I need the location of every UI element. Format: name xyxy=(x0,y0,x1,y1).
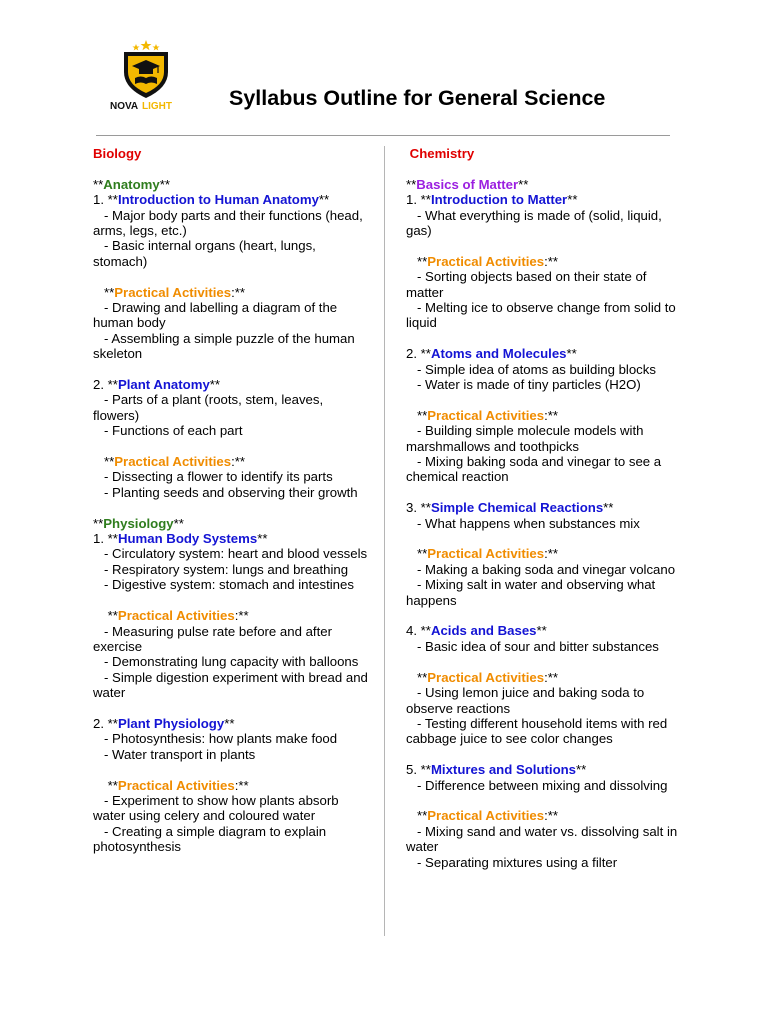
basics-of-matter-topic: **Basics of Matter** xyxy=(406,176,529,192)
activities-label: **Practical Activities:** xyxy=(406,669,558,685)
list-item: - What everything is made of (solid, liquid, gas) xyxy=(406,207,666,239)
activities-label: **Practical Activities:** xyxy=(93,454,245,470)
activities-label: **Practical Activities:** xyxy=(93,608,249,624)
list-item: - What happens when substances mix xyxy=(417,515,640,531)
subtopic-simple-chemical-reactions: 3. **Simple Chemical Reactions** xyxy=(406,500,614,516)
list-item: - Drawing and labelling a diagram of the human body xyxy=(93,300,341,331)
list-item: - Circulatory system: heart and blood vessels xyxy=(104,546,368,562)
physiology-topic: **Physiology** xyxy=(93,515,184,531)
list-item: - Mixing baking soda and vinegar to see a chemical reaction xyxy=(406,454,665,485)
list-item: - Simple digestion experiment with bread and water xyxy=(93,669,372,701)
list-item: - Major body parts and their functions (head, arms, legs, etc.) xyxy=(93,207,367,239)
list-item: - Respiratory system: lungs and breathing xyxy=(104,561,349,577)
activities-label: **Practical Activities:** xyxy=(93,284,245,300)
star-icon xyxy=(152,44,159,51)
subtopic-human-anatomy: 1. **Introduction to Human Anatomy** xyxy=(93,192,330,208)
list-item: - Parts of a plant (roots, stem, leaves, flowers) xyxy=(93,392,327,423)
novalight-logo xyxy=(108,40,184,112)
list-item: - Sorting objects based on their state of matter xyxy=(406,269,651,300)
list-item: - Measuring pulse rate before and after exercise xyxy=(93,623,336,654)
anatomy-topic: **Anatomy** xyxy=(93,176,170,192)
list-item: - Mixing sand and water vs. dissolving salt in water xyxy=(406,823,681,855)
column-divider xyxy=(384,146,385,936)
biology-column xyxy=(93,146,372,855)
list-item: - Separating mixtures using a filter xyxy=(417,854,618,870)
activities-label: **Practical Activities:** xyxy=(406,808,558,824)
activities-label: **Practical Activities:** xyxy=(93,777,249,793)
biology-heading: Biology xyxy=(93,146,142,161)
activities-label: **Practical Activities:** xyxy=(406,407,558,423)
logo-text-nova: NOVA xyxy=(110,101,139,112)
title-divider xyxy=(96,135,670,136)
page-title: Syllabus Outline for General Science xyxy=(229,86,606,110)
list-item: - Photosynthesis: how plants make food xyxy=(104,731,338,747)
list-item: - Assembling a simple puzzle of the human skeleton xyxy=(93,330,359,362)
list-item: - Making a baking soda and vinegar volcano xyxy=(417,561,676,577)
list-item: - Melting ice to observe change from solid to liquid xyxy=(406,300,680,331)
list-item: - Simple idea of atoms as building blocks xyxy=(417,361,656,377)
subtopic-plant-physiology: 2. **Plant Physiology** xyxy=(93,715,235,731)
list-item: - Creating a simple diagram to explain photosynthesis xyxy=(93,823,330,855)
list-item: - Demonstrating lung capacity with balloons xyxy=(104,654,359,670)
star-icon xyxy=(132,44,139,51)
subtopic-introduction-to-matter: 1. **Introduction to Matter** xyxy=(406,192,578,208)
subtopic-acids-and-bases: 4. **Acids and Bases** xyxy=(406,623,547,639)
list-item: - Basic internal organs (heart, lungs, stomach) xyxy=(93,238,320,269)
chemistry-column xyxy=(406,146,681,870)
list-item: - Digestive system: stomach and intestines xyxy=(104,577,354,593)
list-item: - Mixing salt in water and observing what happens xyxy=(406,577,659,608)
activities-label: **Practical Activities:** xyxy=(406,253,558,269)
subtopic-mixtures-and-solutions: 5. **Mixtures and Solutions** xyxy=(406,762,587,778)
subtopic-human-body-systems: 1. **Human Body Systems** xyxy=(93,531,268,547)
list-item: - Experiment to show how plants absorb water using celery and coloured water xyxy=(93,792,343,824)
subtopic-plant-anatomy: 2. **Plant Anatomy** xyxy=(93,377,221,393)
list-item: - Water transport in plants xyxy=(104,746,256,762)
logo-text-light: LIGHT xyxy=(142,101,172,112)
list-item: - Functions of each part xyxy=(104,423,243,439)
chemistry-heading: Chemistry xyxy=(409,146,475,161)
list-item: - Using lemon juice and baking soda to observe reactions xyxy=(406,685,648,716)
subtopic-atoms-and-molecules: 2. **Atoms and Molecules** xyxy=(406,346,577,362)
list-item: - Testing different household items with red cabbage juice to see color changes xyxy=(406,715,671,747)
activities-label: **Practical Activities:** xyxy=(406,546,558,562)
star-icon xyxy=(141,40,152,50)
list-item: - Difference between mixing and dissolving xyxy=(417,777,668,793)
list-item: - Planting seeds and observing their growth xyxy=(104,484,358,500)
list-item: - Water is made of tiny particles (H2O) xyxy=(417,377,641,393)
list-item: - Dissecting a flower to identify its parts xyxy=(104,469,333,485)
list-item: - Building simple molecule models with marshmallows and toothpicks xyxy=(406,423,648,454)
list-item: - Basic idea of sour and bitter substances xyxy=(417,638,659,654)
